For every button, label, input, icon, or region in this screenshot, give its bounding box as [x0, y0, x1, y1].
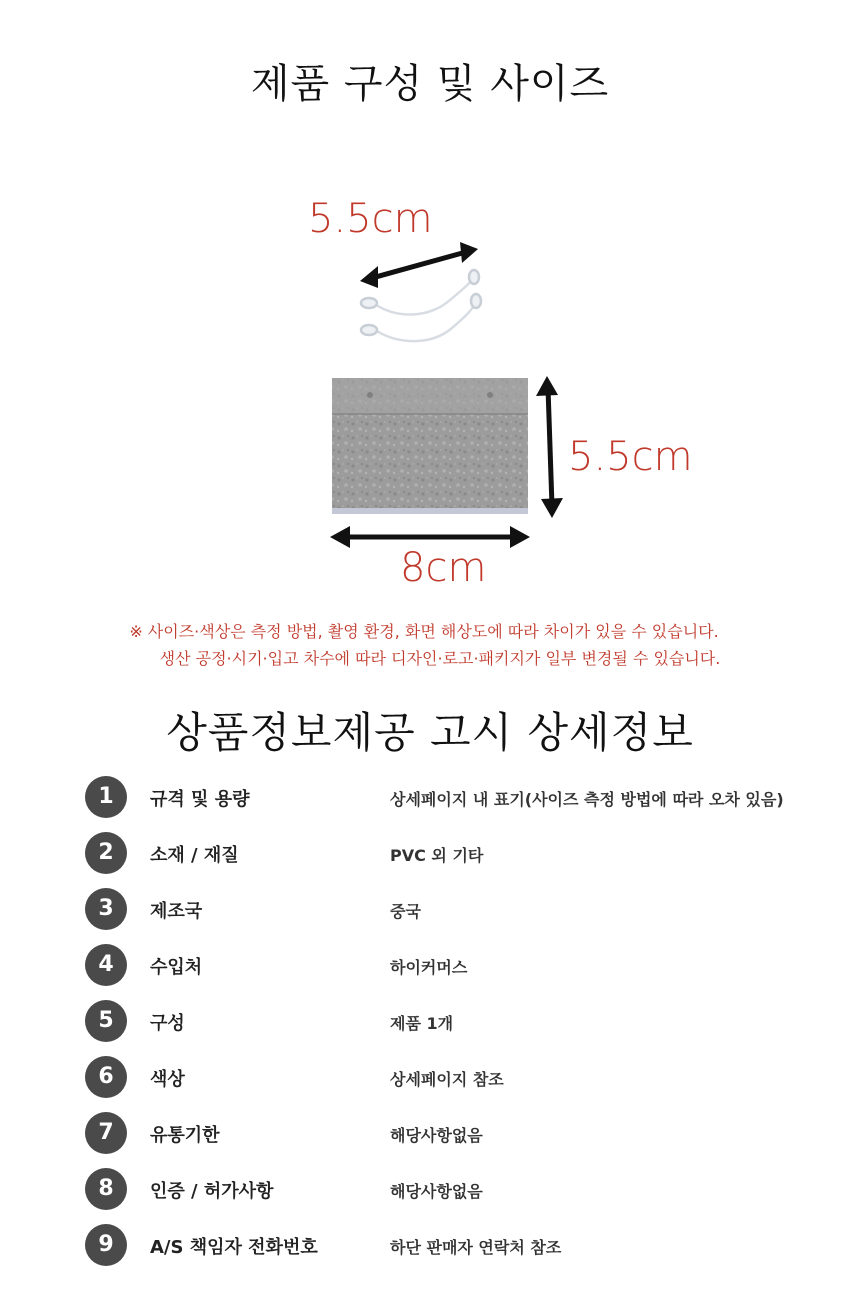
row-label: 구성 — [150, 1013, 185, 1034]
row-label: 소재 / 재질 — [150, 845, 239, 866]
info-row-composition — [0, 1000, 860, 1044]
row-number-badge: 5 — [85, 1000, 127, 1042]
row-value: 하이커머스 — [390, 958, 468, 977]
row-label: 규격 및 용량 — [150, 789, 250, 810]
row-value: 상세페이지 참조 — [390, 1070, 504, 1089]
info-row-as-contact — [0, 1224, 860, 1268]
info-row-importer — [0, 944, 860, 988]
row-value: 해당사항없음 — [390, 1182, 483, 1201]
card-holder-image — [332, 378, 528, 514]
row-label: 색상 — [150, 1069, 185, 1090]
info-row-material — [0, 832, 860, 876]
card-width-label: 8cm — [400, 545, 487, 591]
product-illustration — [0, 0, 860, 620]
strap-length-arrow — [360, 242, 478, 288]
info-row-color — [0, 1056, 860, 1100]
row-value: 하단 판매자 연락처 참조 — [390, 1238, 562, 1257]
row-value: PVC 외 기타 — [390, 846, 484, 865]
row-label: 제조국 — [150, 901, 203, 922]
row-value: 해당사항없음 — [390, 1126, 483, 1145]
row-label: 수입처 — [150, 957, 203, 978]
row-number-badge: 7 — [85, 1112, 127, 1154]
row-number-badge: 8 — [85, 1168, 127, 1210]
size-notice-line-1: ※ 사이즈·색상은 측정 방법, 촬영 환경, 화면 해상도에 따라 차이가 있을 수 있습니다. — [129, 622, 719, 641]
row-number-badge: 1 — [85, 776, 127, 818]
info-row-origin — [0, 888, 860, 932]
row-number-badge: 2 — [85, 832, 127, 874]
row-number-badge: 4 — [85, 944, 127, 986]
row-label: 유통기한 — [150, 1125, 220, 1146]
info-section-title: 상품정보제공 고시 상세정보 — [166, 708, 694, 757]
row-value: 제품 1개 — [390, 1014, 454, 1033]
info-row-expiry — [0, 1112, 860, 1156]
card-height-label: 5.5cm — [568, 434, 693, 480]
strap-length-label: 5.5cm — [308, 196, 433, 242]
info-row-certification — [0, 1168, 860, 1212]
row-label: 인증 / 허가사항 — [150, 1181, 274, 1202]
row-label: A/S 책임자 전화번호 — [150, 1237, 318, 1258]
info-row-spec — [0, 776, 860, 820]
size-notice-line-2: 생산 공정·시기·입고 차수에 따라 디자인·로고·패키지가 일부 변경될 수 있습니다. — [159, 649, 721, 668]
row-value: 상세페이지 내 표기(사이즈 측정 방법에 따라 오차 있음) — [390, 790, 784, 809]
size-section-title: 제품 구성 및 사이즈 — [250, 61, 610, 107]
strap-cords — [361, 270, 481, 341]
card-height-arrow — [536, 376, 563, 518]
row-number-badge: 3 — [85, 888, 127, 930]
row-value: 중국 — [390, 902, 421, 921]
row-number-badge: 6 — [85, 1056, 127, 1098]
row-number-badge: 9 — [85, 1224, 127, 1266]
